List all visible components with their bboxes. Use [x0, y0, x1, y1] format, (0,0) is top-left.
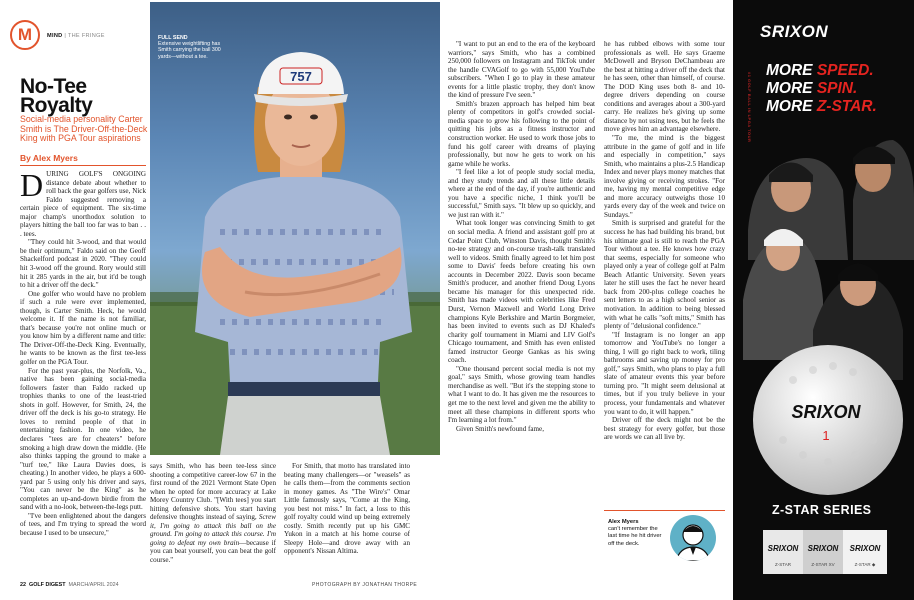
box-sub-2: Z-STAR XV: [811, 562, 835, 567]
author-bio: Alex Myers can't remember the last time he hit driver off the deck.: [608, 519, 662, 547]
section-label: MIND | THE FRINGE: [47, 33, 105, 39]
byline-rule: [20, 165, 146, 166]
ad-tagline-3: MORE Z-STAR.: [766, 98, 877, 115]
box-sub-3: Z-STAR ◆: [854, 562, 876, 567]
article-column-2: says Smith, who has been tee-less since shooting a competitive career-low 67 in the first round of the 2021 Vermont State Open when he opted for more accuracy at Lake Morey Country Club. "[With tees] you start hitting defensive shots. You start having defensive thoughts instead of saying, Screw it, I'm going to attack this ball on the ground. I'm going to attack this course. I'm going to defeat my own brain—because if you can beat yourself, you can beat the golf course.": [150, 462, 276, 565]
article-column-4: "I want to put an end to the era of the keyboard warriors," says Smith, who has a combined 250,000 followers on Instagram and TikTok under the handle CVAGolf to go with 55,000 YouTube subscribers. "When I go to play in these amateur events for a little plastic trophy, they don't know the kind of pressure I've seen." Smith's brazen approach has helped him beat plenty of competitors in golf's crowded social-media space to grow his following to the point of quitting his jobs as a fitness instructor and construction worker. He used to work those jobs to fund his golf career with dreams of playing professionally, but now he gets to work on his game while he works. "I feel like a lot of people study social media, and they study trends and all these little details where at the end of the day, if you're authentic and you have a specific niche, I think you'll be successful," Smith says. "It blew up so quickly, and we just ran with it." What took longer was convincing Smith to get on social media. A friend and assistant golf pro at Cedar Point Club, Winston Davis, thought Smith's no-tee strategy and on-course trash-talk translated well to videos. Smith finally agreed to let him post some to Davis' feeds before creating his own accounts in December 2022. Davis soon became Smith's producer, and another friend Doug Lyons became his manager for this unexpected ride. Smith has made videos with celebrities like Fred Durst, Vernon Maxwell and World Long Drive champions Kyle Berkshire and Martin Borgmeier, has been invited to events such as DJ Khaled's charity golf tournament in Miami and LIV Golf's Chicago tournament, and Smith has even enlisted famed instructor George Gankas as his swing coach. "One thousand percent social media is not my goal," says Smith, whose growing team handles merchandise as well. "But it's the stepping stone to what I want to do. It has given me the resources to get me to the next level and given me the ability to meet all these champions in different sports who I'm learning a lot from." Given Smith's newfound fame,: [448, 40, 595, 433]
golfer-photo: [150, 2, 440, 455]
byline: By Alex Myers: [20, 153, 78, 163]
author-illustration-icon: [670, 515, 716, 561]
page-folio: 22 GOLF DIGEST MARCH/APRIL 2024: [20, 582, 119, 588]
ball-brand: SRIXON: [791, 402, 861, 422]
author-avatar: [670, 515, 716, 561]
ball-boxes: [763, 530, 887, 574]
photo-caption: FULL SEND Extensive weightlifting has Smith carrying the ball 300 yards—without a tee.: [158, 35, 221, 60]
article-column-3: For Smith, that motto has translated into beating many challengers—or "weasels" as he calls them—from the comments section in money games. As "The Wire's" Omar Little famously says, "Come at the King, you best not miss." In fact, a loss to this golf royalty could wind up being extremely costly. Smith recently put up his GMC Yukon in a match at his home course of Sleepy Hole—and drove away with an opponent's Nissan Altima.: [284, 462, 410, 556]
drop-cap: D: [20, 167, 44, 203]
ad-tagline-2: MORE SPIN.: [766, 80, 858, 97]
photo-credit: PHOTOGRAPH BY JONATHAN THORPE: [312, 582, 418, 588]
golfer-illustration: [150, 2, 440, 455]
hat-logo: 757: [290, 69, 312, 84]
article-column-1: DURING GOLF'S ONGOING distance debate about whether to roll back the gear golfers use, Nick Faldo suggested removing a certain piece of equipment. The six-time major champ's unorthodox solution to players hitting the ball too far was to ban . . . tees. "They could hit 3-wood, and that would be their optimum," Faldo said on the Geoff Shackelford podcast in 2020. "They could hit 3-wood off the ground. Rory would still hit it 285 yards in the air, but it'd be tough to hit a driver off the deck." One golfer who would have no problem if such a rule were ever implemented, though, is Carter Smith. Heck, he would welcome it. If the name is not familiar, that's because you're not online much or you know him by a different name and title: The Driver-Off-the-Deck King. Eventually, he wants to be known as the first tee-less golfer on the PGA Tour. For the past year-plus, the Norfolk, Va., native has been gaining social-media followers faster than Faldo racked up trophies thanks to one of the least-tried shots in golf. However, for Smith, 24, the driver off the deck is his go-to strategy. He loves to remind people of that in entertaining fashion. In one video, he declares "tees are for cheaters" before smoking a high draw down the middle. (He also thinks tapping the ground to make a "turf tee," like Laura Davies does, is cheating.) In another video, he plays a 600-yard par 5 using only his driver and says, "You can never be the King" as he completes an up-and-down birdie from the sand with a no-look, between-the-legs putt. "I've been enlightened about the dangers of tees, and I'm trying to spread the word because I used to be unsecure,": [20, 167, 146, 537]
box-brand-2: SRIXON: [807, 544, 839, 553]
ad-series: Z-STAR SERIES: [772, 503, 872, 517]
dek: Social-media personality Carter Smith is The Driver-Off-the-Deck King with PGA Tour aspirations: [20, 114, 148, 144]
mind-logo: M: [10, 20, 40, 50]
ad-tagline-1: MORE SPEED.: [766, 62, 874, 79]
ad-side-text: #1 GOLF BALL IN LPGA TOUR: [747, 72, 752, 143]
ball-number: 1: [822, 428, 830, 443]
headline: No-Tee Royalty: [20, 75, 93, 117]
ad-brand: SRIXON: [760, 22, 829, 41]
box-sub-1: Z-STAR: [775, 562, 791, 567]
box-brand-1: SRIXON: [767, 544, 799, 553]
article-column-5: he has rubbed elbows with some tour professionals as well. He says Graeme McDowell and Bryson DeChambeau are the best at hitting a driver off the deck that he has seen, other than himself, of course. The DOD King uses both 8- and 10-degree drivers depending on course conditions and averages about a 300-yard carry. He realizes he's giving up some distance by not using tees, but he feels the move gives him an advantage elsewhere. "To me, the mind is the biggest attribute in the game of golf and in life and especially in competition," says Smith, who maintains a plus-2.5 Handicap Index and never plays money matches that involve giving or receiving strokes. "For me, having my mental competitive edge and more accuracy outweighs those 10 yards every day of the week and twice on Sundays." Smith is surprised and grateful for the success he has had building his brand, but his ultimate goal is still to reach the PGA Tour without a tee. He knows how crazy that seems, especially for someone who played only a year of college golf at Palm Beach Atlantic University. Seven years later he still uses the fact he never heard back from 200-plus college coaches he sent letters to as a high school senior as motivation. In addition to being blessed with what he calls "soft mitts," Smith has plenty of "delusional confidence." "If Instagram is no longer an app tomorrow and YouTube's no longer a thing, I will go right back to work, tiling bathrooms and saving up money for pro golf," says Smith, who plans to play a full slate of amateur events this year before turning pro. "It might seem delusional at times, but if you truly believe in your process, your fundamentals and whatever you want to do, it will happen." Driver off the deck might not be the best strategy for every golfer, but those are words we can all live by.: [604, 40, 725, 442]
box-brand-3: SRIXON: [849, 544, 881, 553]
